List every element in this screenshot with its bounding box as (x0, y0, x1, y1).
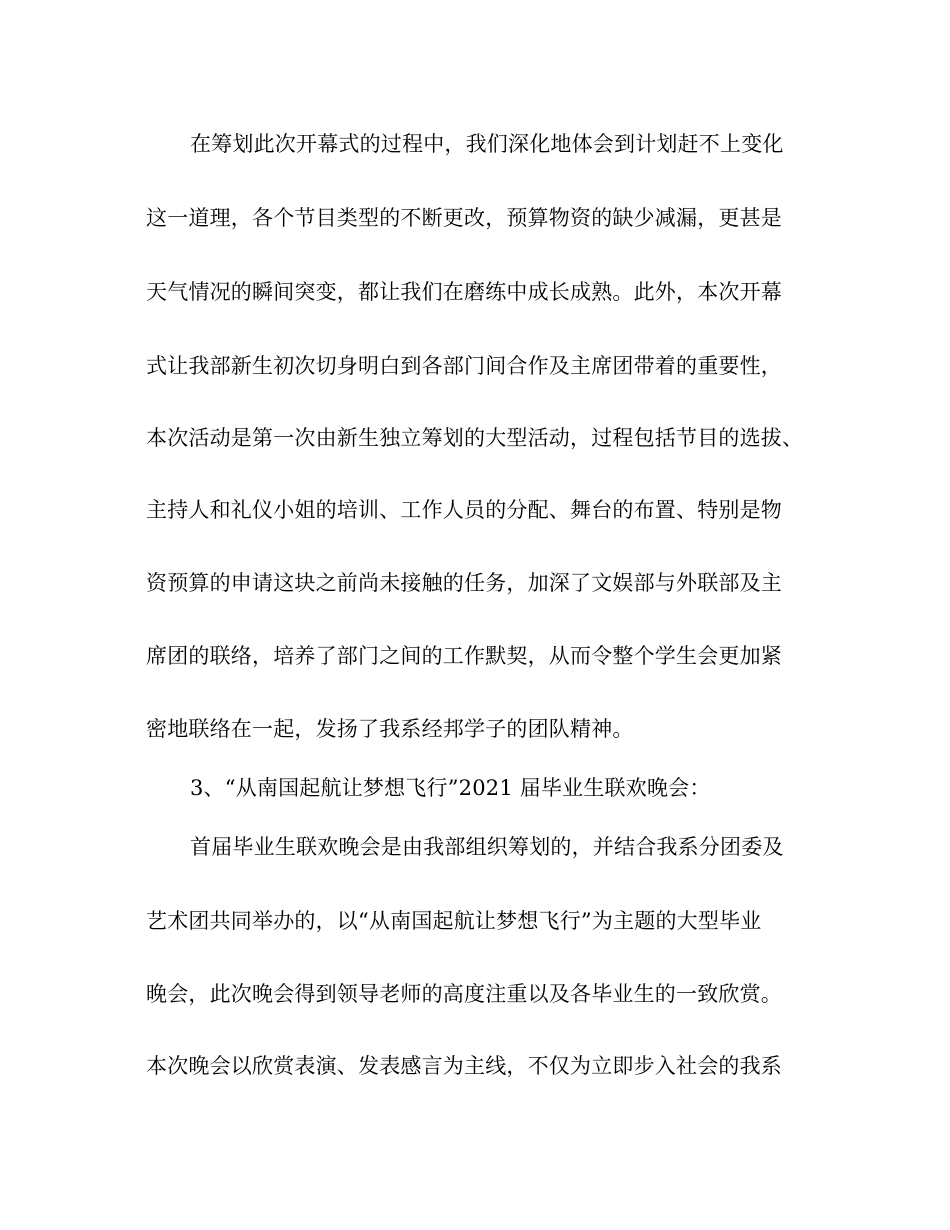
paragraph-line: 本次活动是第一次由新生独立筹划的大型活动，过程包括节目的选拔、 (146, 426, 804, 450)
paragraph-line: 在筹划此次开幕式的过程中，我们深化地体会到计划赶不上变化 (190, 132, 784, 156)
paragraph-line: 首届毕业生联欢晚会是由我部组织筹划的，并结合我系分团委及 (190, 835, 784, 859)
paragraph-line: 晚会，此次晚会得到领导老师的高度注重以及各毕业生的一致欣赏。 (146, 982, 782, 1006)
paragraph-line: 密地联络在一起，发扬了我系经邦学子的团队精神。 (146, 717, 634, 741)
paragraph-line: 式让我部新生初次切身明白到各部门间合作及主席团带着的重要性， (146, 354, 782, 378)
paragraph-line: 这一道理，各个节目类型的不断更改，预算物资的缺少减漏，更甚是 (146, 206, 782, 230)
section-heading: 3、“从南国起航让梦想飞行”2021 届毕业生联欢晚会： (190, 776, 711, 800)
paragraph-line: 资预算的申请这块之前尚未接触的任务，加深了文娱部与外联部及主 (146, 571, 782, 595)
paragraph-line: 本次晚会以欣赏表演、发表感言为主线，不仅为立即步入社会的我系 (146, 1054, 782, 1078)
paragraph-line: 艺术团共同举办的，以“从南国起航让梦想飞行”为主题的大型毕业 (146, 909, 762, 933)
paragraph-line: 席团的联络，培养了部门之间的工作默契，从而令整个学生会更加紧 (146, 644, 782, 668)
paragraph-line: 主持人和礼仪小姐的培训、工作人员的分配、舞台的布置、特别是物 (146, 498, 782, 522)
paragraph-line: 天气情况的瞬间突变，都让我们在磨练中成长成熟。此外，本次开幕 (146, 280, 782, 304)
